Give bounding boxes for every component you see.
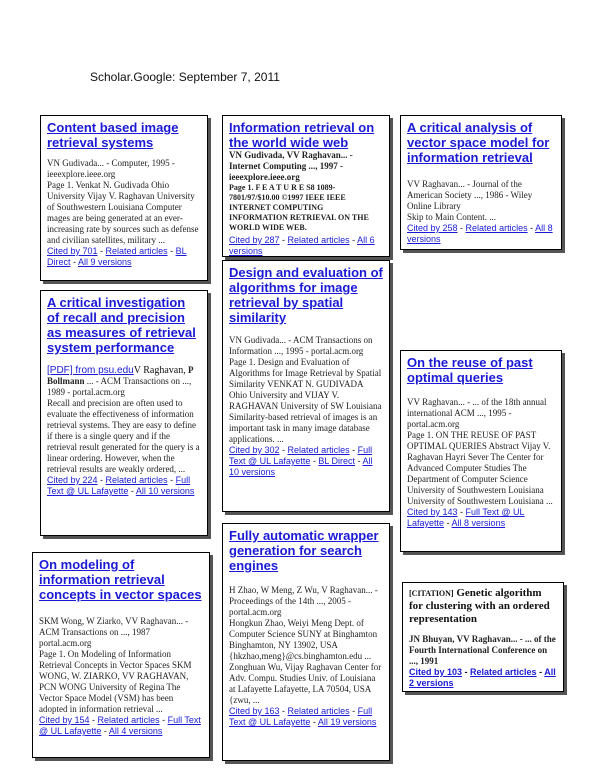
versions-link[interactable]: All 8 versions — [407, 223, 553, 244]
versions-link[interactable]: All 10 versions — [229, 456, 373, 477]
result-title-link[interactable]: Information retrieval on the world wide web — [229, 120, 375, 150]
result-meta: JN Bhuyan, VV Raghavan... - ... of the Fourth International Conference on ..., 1991 — [409, 634, 556, 666]
result-links: Cited by 154 - Related articles - Full Text @ UL Lafayette - All 4 versions — [39, 715, 201, 736]
result-title-link[interactable]: Content based image retrieval systems — [47, 120, 179, 150]
result-title-text: Genetic algorithm for clustering with an ordered representation — [409, 587, 550, 625]
result-meta: H Zhao, W Meng, Z Wu, V Raghavan... - Proceedings of the 14th ..., 2005 - portal.acm.org — [229, 585, 378, 617]
bl-direct-link[interactable]: BL Direct — [47, 246, 187, 267]
full-text-link[interactable]: Full Text @ UL Lafayette — [229, 706, 373, 727]
page-header: Scholar.Google: September 7, 2011 — [90, 70, 280, 84]
related-articles-link[interactable]: Related articles — [470, 667, 537, 677]
result-card-wrapper-generation — [222, 523, 390, 761]
result-author-bold: P Bollmann — [47, 365, 193, 386]
cited-by-link[interactable]: Cited by 163 — [229, 706, 280, 716]
related-articles-link[interactable]: Related articles — [287, 706, 350, 716]
citation-tag: [CITATION] — [409, 589, 454, 598]
versions-link[interactable]: All 10 versions — [135, 486, 195, 496]
result-title-link[interactable]: A critical analysis of vector space model for information retrieval — [407, 120, 550, 165]
full-text-link[interactable]: Full Text @ UL Lafayette — [47, 475, 191, 496]
result-title-link[interactable]: A critical investigation of recall and precision as measures of retrieval system performance — [47, 295, 196, 355]
result-card-vector-spaces-modeling — [32, 552, 210, 758]
result-card-spatial-similarity — [222, 260, 390, 512]
versions-link[interactable]: All 8 versions — [451, 518, 506, 528]
related-articles-link[interactable]: Related articles — [97, 715, 160, 725]
pdf-link[interactable]: [PDF] from psu.edu — [47, 365, 134, 376]
result-card-reuse-queries — [400, 350, 562, 552]
result-snippet: Page 1. ON THE REUSE OF PAST OPTIMAL QUERIES Abstract Vijay V. Raghavan Hayri Sever The Center for Advanced Computer Studies The Department of Computer Science University of Southwestern Louisiana University of Southwestern Louisiana ... — [407, 430, 553, 506]
result-card-content-based — [40, 115, 208, 281]
versions-link[interactable]: All 19 versions — [317, 717, 377, 727]
result-snippet: Recall and precision are often used to evaluate the effectiveness of information retrieval systems. They are easy to define if there is a single query and if the retrieval result generated for the query is a linear ordering. However, when the retrieval results are weakly ordered, ... — [47, 398, 200, 474]
result-venue: Internet Computing ..., 1997 - ieeexplore.ieee.org — [229, 161, 343, 182]
result-links: Cited by 258 - Related articles - All 8 versions — [407, 223, 553, 244]
related-articles-link[interactable]: Related articles — [105, 475, 168, 485]
full-text-link[interactable]: Full Text @ UL Lafayette — [407, 507, 525, 528]
full-text-link[interactable]: Full Text @ UL Lafayette — [39, 715, 201, 736]
result-meta: VV Raghavan... - ... of the 18th annual international ACM ..., 1995 - portal.acm.org — [407, 397, 547, 429]
result-title-link[interactable]: Design and evaluation of algorithms for image retrieval by spatial similarity — [229, 265, 383, 325]
result-snippet: Page 1. Venkat N. Gudivada Ohio University Vijay V. Raghavan University of Southwestern Louisiana Computer mages are being generated at an ever-increasing rate by sources such as defense and civilian satellites, military ... — [47, 180, 199, 245]
result-meta — [229, 150, 383, 183]
result-snippet: Page 1. On Modeling of Information Retrieval Concepts in Vector Spaces SKM WONG, W. ZIARKO, VV RAGHAVAN, PCN WONG University of Regina The Vector Space Model (VSM) has been adopted in information retrieval ... — [39, 649, 192, 714]
cited-by-link[interactable]: Cited by 224 — [47, 475, 98, 485]
result-links: Cited by 103 - Related articles - All 2 versions — [409, 667, 556, 688]
result-links: Cited by 143 - Full Text @ UL Lafayette - All 8 versions — [407, 507, 525, 528]
result-snippet: Hongkun Zhao, Weiyi Meng Dept. of Computer Science SUNY at Binghamton Binghamton, NY 13902, USA {hkzhao,meng}@cs.binghamton.edu ... Zonghuan Wu, Vijay Raghavan Center for Adv. Compu. Studies Univ. of Louisiana at Lafayette Lafayette, LA 70504, USA {zwu, ... — [229, 618, 382, 705]
cited-by-link[interactable]: Cited by 143 — [407, 507, 458, 517]
result-links: Cited by 224 - Related articles - Full Text @ UL Lafayette - All 10 versions — [47, 475, 195, 496]
result-links: Cited by 287 - Related articles - All 6 versions — [229, 235, 375, 256]
result-meta: SKM Wong, W Ziarko, VV Raghavan... - ACM Transactions on ..., 1987 portal.acm.org — [39, 616, 189, 648]
result-meta: VN Gudivada... - Computer, 1995 - ieeexplore.ieee.org — [47, 158, 175, 179]
result-card-genetic-algorithm — [402, 582, 564, 692]
result-meta — [47, 365, 201, 398]
versions-link[interactable]: All 4 versions — [108, 726, 163, 736]
result-title-link[interactable]: On the reuse of past optimal queries — [407, 355, 533, 385]
related-articles-link[interactable]: Related articles — [287, 445, 350, 455]
result-meta: VN Gudivada... - ACM Transactions on Information ..., 1995 - portal.acm.org — [229, 335, 373, 356]
bl-direct-link[interactable]: BL Direct — [318, 456, 356, 466]
versions-link[interactable]: All 9 versions — [78, 257, 132, 267]
result-card-www — [222, 115, 390, 257]
result-authors: VN Gudivada, VV Raghavan... - — [229, 150, 353, 160]
result-title-link[interactable]: On modeling of information retrieval concepts in vector spaces — [39, 557, 202, 602]
result-card-recall-precision — [40, 290, 208, 536]
result-snippet: Skip to Main Content. ... — [407, 212, 497, 222]
result-links: Cited by 701 - Related articles - BL Direct - All 9 versions — [47, 246, 187, 267]
result-links: Cited by 163 - Related articles - Full Text @ UL Lafayette - All 19 versions — [229, 706, 377, 727]
cited-by-link[interactable]: Cited by 103 — [409, 667, 463, 677]
related-articles-link[interactable]: Related articles — [105, 246, 168, 256]
cited-by-link[interactable]: Cited by 154 — [39, 715, 90, 725]
result-title-link[interactable]: Fully automatic wrapper generation for search engines — [229, 528, 379, 573]
full-text-link[interactable]: Full Text @ UL Lafayette — [229, 445, 373, 466]
citation-title — [409, 587, 557, 626]
result-snippet: Page 1. Design and Evaluation of Algorithms for Image Retrieval by Spatial Similarity VENKAT N. GUDIVADA Ohio University and VIJAY V. RAGHAVAN University of SW Louisiana Similarity-based retrieval of images is an important task in many image database applications. ... — [229, 357, 382, 444]
versions-link[interactable]: All 6 versions — [229, 235, 375, 256]
result-card-vector-space-critical — [400, 115, 562, 250]
related-articles-link[interactable]: Related articles — [465, 223, 528, 233]
cited-by-link[interactable]: Cited by 302 — [229, 445, 280, 455]
result-snippet: Page 1. F E A T U R E S8 1089-7801/97/$10.00 ©1997 IEEE IEEE INTERNET COMPUTING INFORMATION RETRIEVAL ON THE WORLD WIDE WEB. — [229, 183, 369, 232]
versions-link[interactable]: All 2 versions — [409, 667, 556, 688]
cited-by-link[interactable]: Cited by 287 — [229, 235, 280, 245]
result-venue: ... - ACM Transactions on ..., 1989 - portal.acm.org — [47, 376, 192, 397]
result-meta: VV Raghavan... - Journal of the American Society ..., 1986 - Wiley Online Library — [407, 179, 533, 211]
result-author: V Raghavan, — [133, 365, 186, 376]
cited-by-link[interactable]: Cited by 258 — [407, 223, 458, 233]
result-links: Cited by 302 - Related articles - Full Text @ UL Lafayette - BL Direct - All 10 versions — [229, 445, 373, 477]
cited-by-link[interactable]: Cited by 701 — [47, 246, 98, 256]
related-articles-link[interactable]: Related articles — [287, 235, 350, 245]
